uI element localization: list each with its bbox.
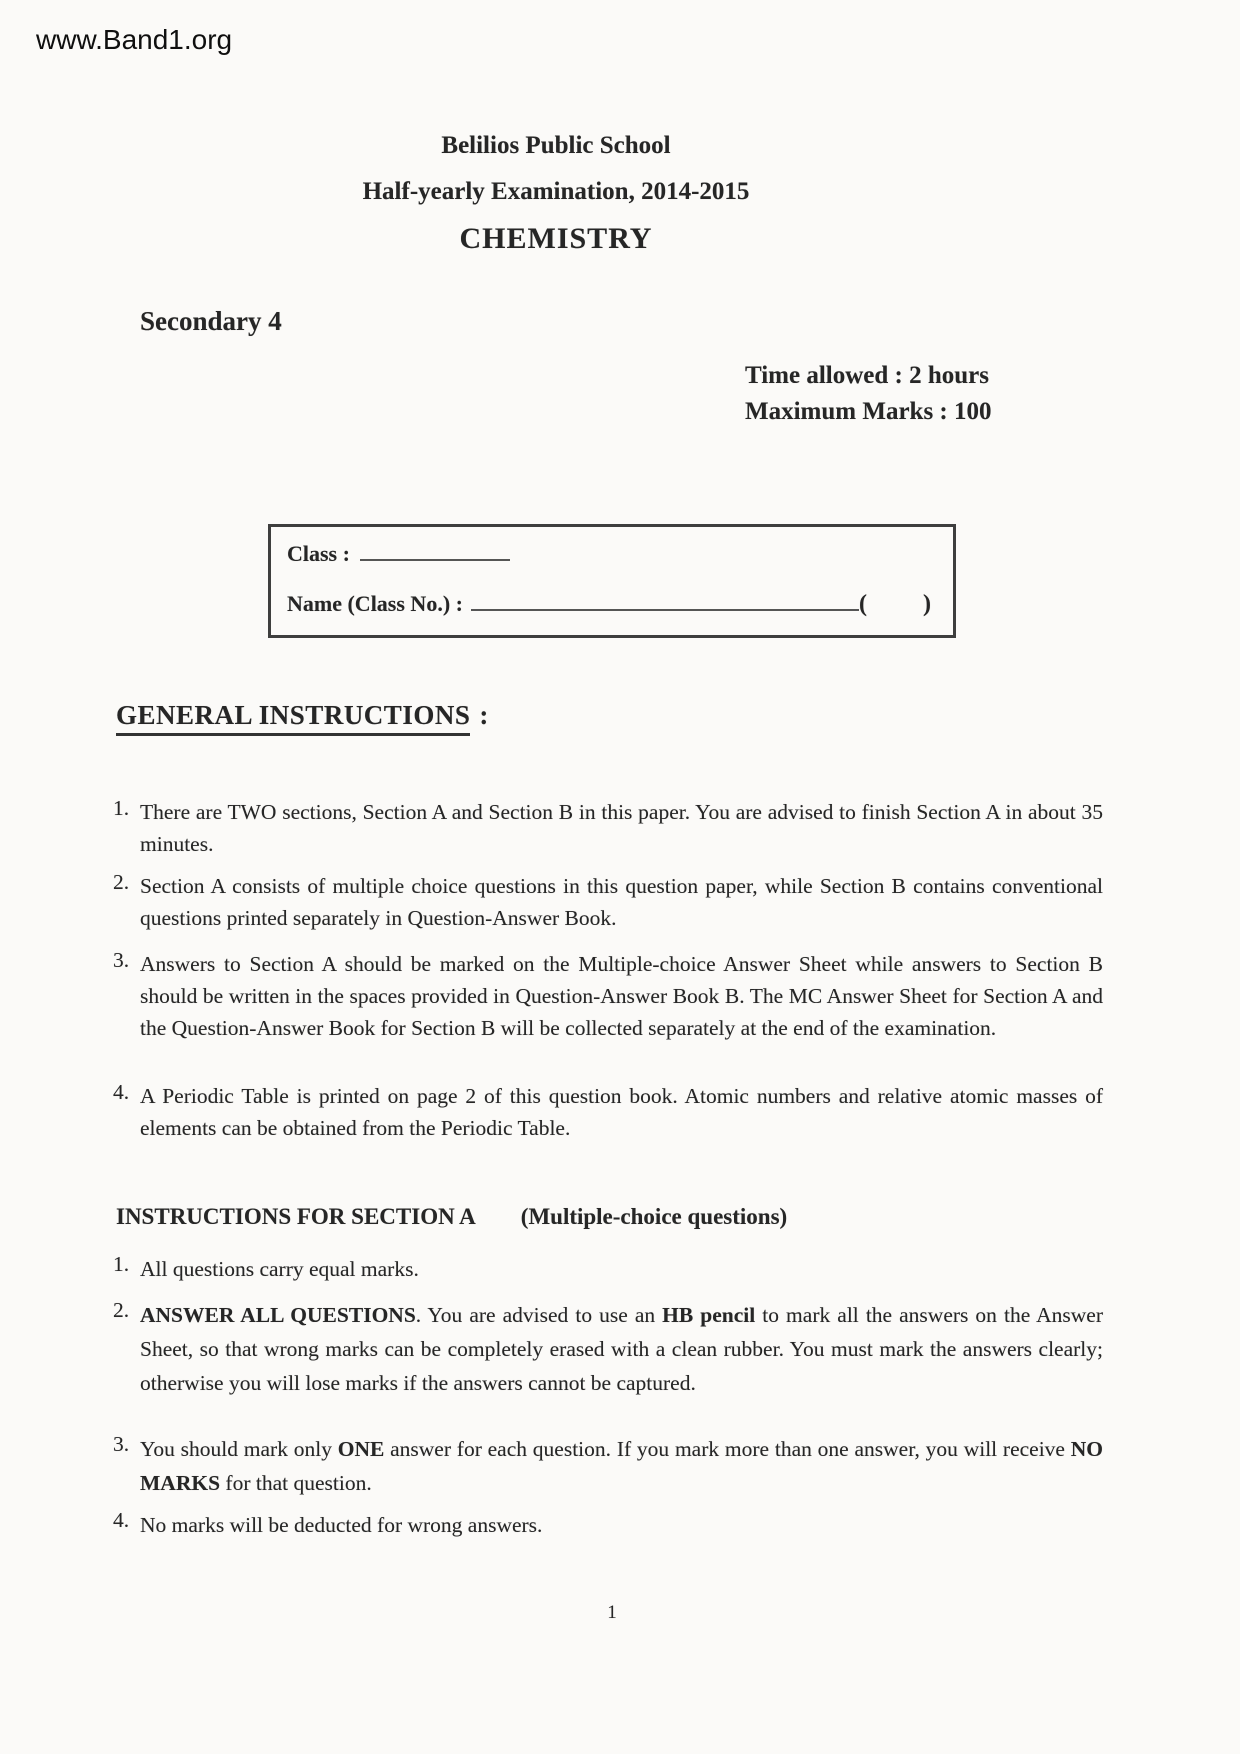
sa-item-1-seg-0: All questions carry equal marks. [140, 1257, 419, 1281]
class-no-paren-open: ( [858, 591, 867, 617]
gi-item-4-number: 4. [113, 1080, 130, 1104]
name-fill-line [471, 609, 859, 611]
class-label: Class : [287, 541, 350, 566]
sa-item-2-seg-0: ANSWER ALL QUESTIONS [140, 1303, 416, 1327]
time-allowed-label: Time allowed : 2 hours [745, 362, 989, 389]
general-instructions-heading-text: GENERAL INSTRUCTIONS [116, 700, 470, 736]
general-instructions-heading-colon: : [479, 700, 489, 730]
gi-item-1-text: There are TWO sections, Section A and Section B in this paper. You are advised to finish Section A in about 35 minutes. [140, 800, 1103, 856]
sa-item-3-seg-1: ONE [337, 1437, 385, 1461]
sa-item-4-seg-0: No marks will be deducted for wrong answers. [140, 1513, 543, 1537]
sa-item-3-seg-3: NO MARKS [140, 1437, 1104, 1495]
class-no-paren-close: ) [922, 591, 931, 617]
sa-item-2 [113, 1298, 1103, 1400]
sa-item-3 [113, 1432, 1103, 1500]
section-a-instructions-heading [116, 1204, 787, 1230]
sa-item-2-seg-3: to mark all the answers on the Answer Sheet, so that wrong marks can be completely erased with a clean rubber. You must mark the answers clearly; otherwise you will lose marks if the answers cannot be captured. [140, 1303, 1103, 1395]
sa-item-1-number: 1. [113, 1252, 130, 1276]
section-a-heading-sub: (Multiple-choice questions) [520, 1204, 788, 1229]
sa-item-3-number: 3. [113, 1432, 130, 1456]
sa-item-3-seg-0: You should mark only [140, 1437, 338, 1461]
sa-item-4 [113, 1508, 1103, 1542]
section-a-heading-text: INSTRUCTIONS FOR SECTION A [116, 1204, 476, 1229]
sa-item-2-seg-1: . You are advised to use an [415, 1303, 663, 1327]
gi-item-1-number: 1. [113, 796, 130, 820]
sa-item-3-seg-2: answer for each question. If you mark more than one answer, you will receive [384, 1437, 1071, 1461]
sa-item-1 [113, 1252, 1103, 1286]
sa-item-3-seg-4: for that question. [220, 1471, 372, 1495]
level-label: Secondary 4 [140, 306, 282, 336]
name-label: Name (Class No.) : [287, 591, 463, 616]
gi-item-1 [113, 796, 1103, 860]
gi-item-4 [113, 1080, 1103, 1144]
exam-title: Half-yearly Examination, 2014-2015 [362, 178, 750, 205]
sa-item-2-seg-2: HB pencil [662, 1303, 756, 1327]
sa-item-2-number: 2. [113, 1298, 130, 1322]
subject-title: CHEMISTRY [459, 222, 653, 255]
watermark-text: www.Band1.org [36, 24, 233, 55]
name-row [287, 591, 931, 618]
candidate-info-box [268, 524, 956, 638]
gi-item-3-text: Answers to Section A should be marked on the Multiple-choice Answer Sheet while answers to Section B should be written in the spaces provided in Question-Answer Book B. The MC Answer Sheet for Section A and the Question-Answer Book for Section B will be collected separately at the end of the examination. [140, 952, 1103, 1040]
gi-item-3-number: 3. [113, 948, 130, 972]
gi-item-4-text: A Periodic Table is printed on page 2 of this question book. Atomic numbers and relative atomic masses of elements can be obtained from the Periodic Table. [140, 1084, 1103, 1140]
gi-item-2-number: 2. [113, 870, 130, 894]
school-name: Belilios Public School [441, 132, 671, 159]
sa-item-3-text [140, 1432, 1103, 1500]
sa-item-1-text [140, 1252, 1103, 1286]
general-instructions-heading [116, 700, 489, 731]
sa-item-2-text [140, 1298, 1103, 1400]
sa-item-4-number: 4. [113, 1508, 130, 1532]
gi-item-2-text: Section A consists of multiple choice questions in this question paper, while Section B contains conventional questions printed separately in Question-Answer Book. [140, 874, 1103, 930]
gi-item-3 [113, 948, 1103, 1044]
maximum-marks-label: Maximum Marks : 100 [745, 398, 992, 425]
class-row [287, 541, 510, 567]
gi-item-2 [113, 870, 1103, 934]
sa-item-4-text [140, 1508, 1103, 1542]
class-fill-line [360, 559, 510, 561]
page-number: 1 [607, 1602, 617, 1623]
